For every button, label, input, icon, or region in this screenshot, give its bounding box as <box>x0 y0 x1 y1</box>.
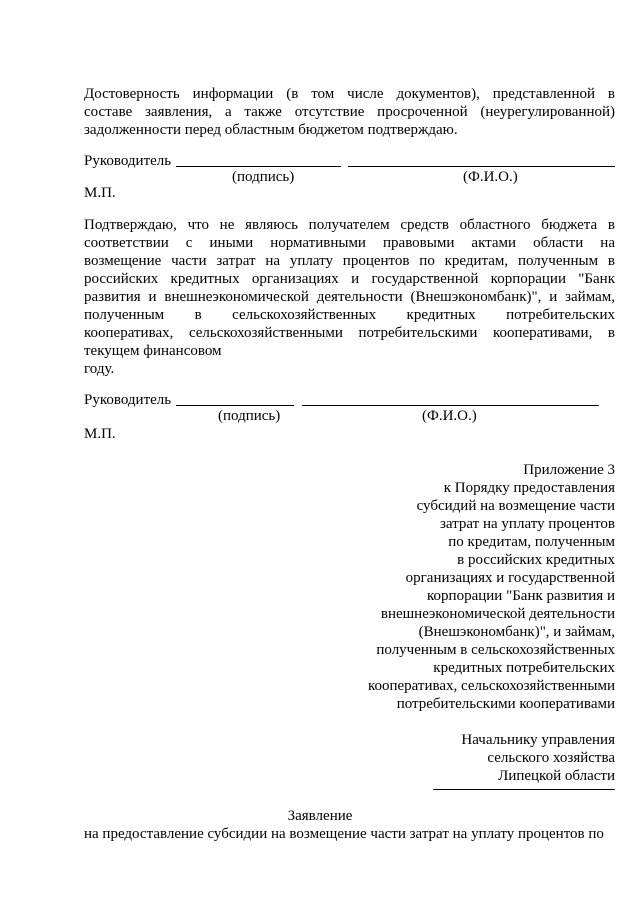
para2-line-6: полученным в сельскохозяйственных кредитных потребительских <box>84 307 615 323</box>
appendix-line: внешнеэкономической деятельности <box>380 606 615 622</box>
statement-title: Заявление <box>287 808 353 824</box>
para2-line-7: кооперативах, сельскохозяйственными потребительскими кооперативами, в <box>84 325 615 341</box>
statement-subtitle: на предоставление субсидии на возмещение части затрат на уплату процентов по <box>84 826 604 842</box>
full-name-caption: (Ф.И.О.) <box>422 408 477 424</box>
appendix-line: Приложение 3 <box>523 462 615 478</box>
appendix-line: кооперативах, сельскохозяйственными <box>367 678 615 694</box>
para1-line-2: составе заявления, а также отсутствие просроченной (неурегулированной) <box>84 104 615 120</box>
appendix-line: в российских кредитных <box>457 552 615 568</box>
stamp-label: М.П. <box>84 185 116 201</box>
signer-role-label: Руководитель <box>84 392 172 408</box>
appendix-line: корпорации "Банк развития и <box>427 588 615 604</box>
para2-line-9: году. <box>84 361 115 377</box>
para2-line-8: текущем финансовом <box>84 343 222 359</box>
para1-line-3: задолженности перед областным бюджетом подтверждаю. <box>84 122 458 138</box>
addressee-line: сельского хозяйства <box>487 750 615 766</box>
appendix-line: (Внешэкономбанк)", и займам, <box>418 624 615 640</box>
addressee-line: Липецкой области <box>498 768 615 784</box>
appendix-line: потребительскими кооперативами <box>396 696 615 712</box>
appendix-line: субсидий на возмещение части <box>416 498 615 514</box>
stamp-label: М.П. <box>84 426 116 442</box>
appendix-line: организациях и государственной <box>405 570 615 586</box>
para2-line-1: Подтверждаю, что не являюсь получателем средств областного бюджета в <box>84 217 615 233</box>
signature-caption: (подпись) <box>232 169 295 185</box>
applicant-name-line <box>433 789 615 790</box>
full-name-caption: (Ф.И.О.) <box>463 169 518 185</box>
para2-line-4: российских кредитных организациях и государственной корпорации "Банк <box>84 271 615 287</box>
signer-role-label: Руководитель <box>84 153 172 169</box>
signature-caption: (подпись) <box>218 408 281 424</box>
full-name-line <box>302 405 599 406</box>
para2-line-5: развития и внешнеэкономической деятельности (Внешэкономбанк)", и займам, <box>84 289 615 305</box>
para2-line-3: возмещение части затрат на уплату процентов по кредитам, полученным в <box>84 253 615 269</box>
full-name-line <box>348 166 615 167</box>
para2-line-2: соответствии с иными нормативными правовыми актами области на <box>84 235 615 251</box>
appendix-line: затрат на уплату процентов <box>439 516 615 532</box>
signature-line <box>176 166 341 167</box>
addressee-line: Начальнику управления <box>461 732 615 748</box>
appendix-line: кредитных потребительских <box>433 660 615 676</box>
para1-line-1: Достоверность информации (в том числе документов), представленной в <box>84 86 615 102</box>
appendix-line: по кредитам, полученным <box>448 534 615 550</box>
signature-line <box>176 405 294 406</box>
appendix-line: полученным в сельскохозяйственных <box>376 642 615 658</box>
appendix-line: к Порядку предоставления <box>443 480 615 496</box>
